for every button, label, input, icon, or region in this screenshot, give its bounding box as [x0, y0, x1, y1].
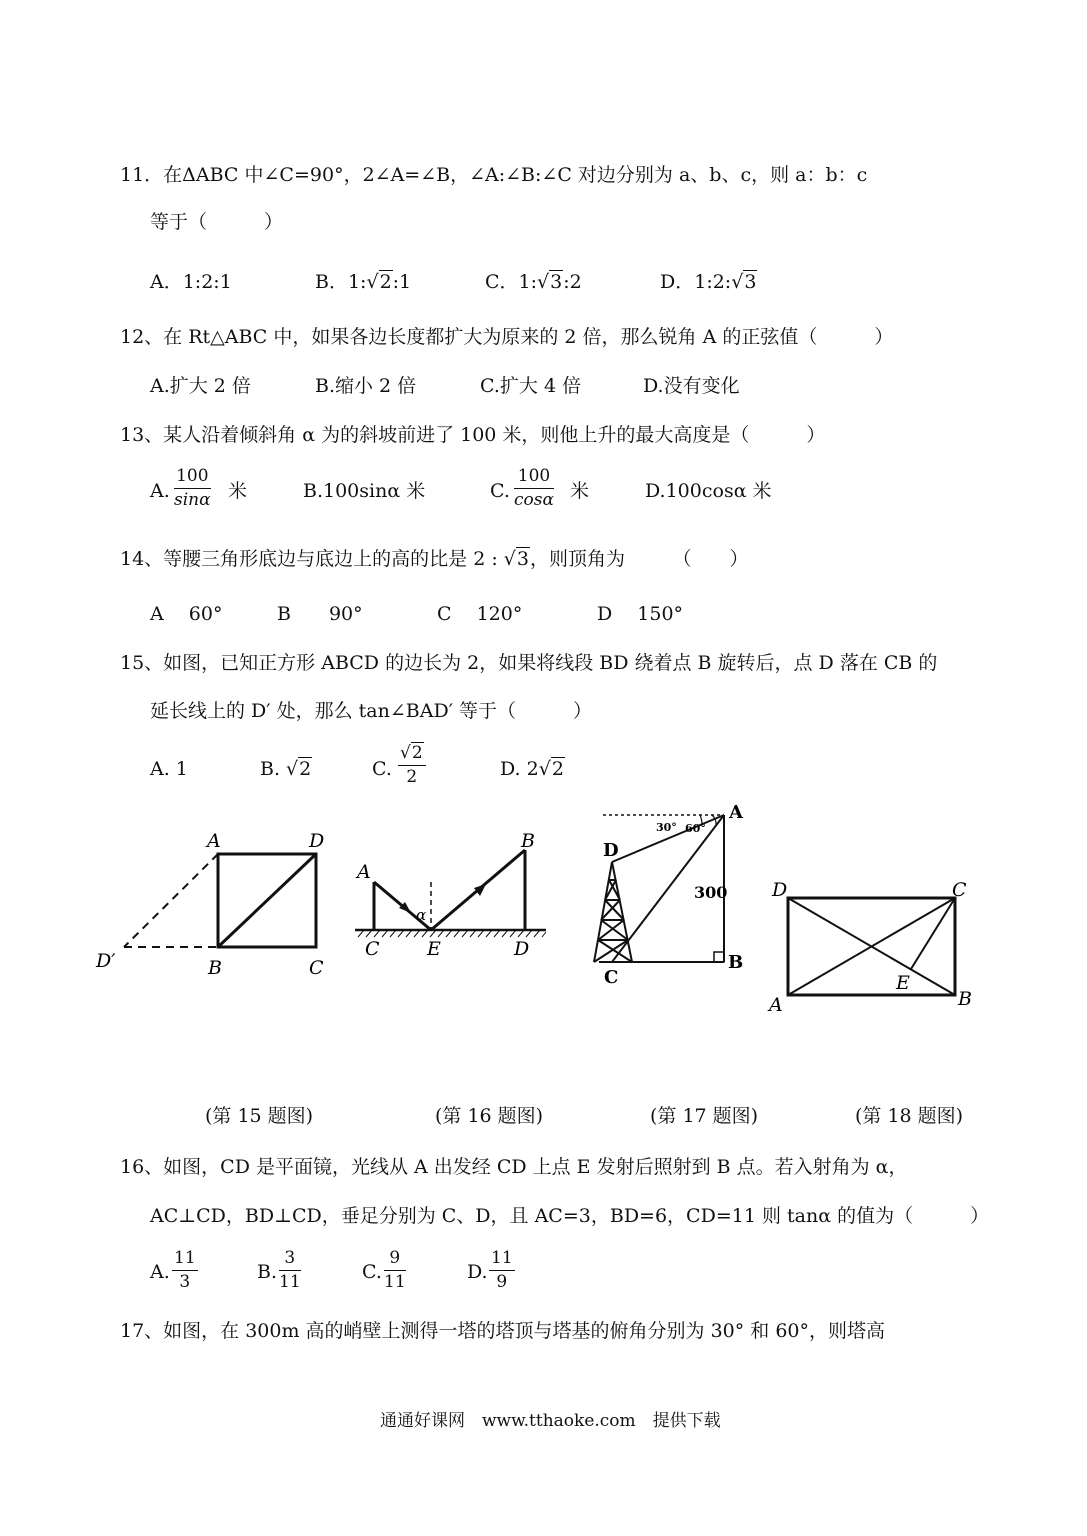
q14-option-b: B 90° — [277, 603, 363, 625]
fig15-label-b: B — [208, 957, 222, 979]
q15-option-a: A. 1 — [150, 758, 188, 780]
q15-option-b-radicand: 2 — [299, 758, 312, 780]
caption-fig15: (第 15 题图) — [205, 1105, 314, 1127]
fig16-label-e: E — [427, 938, 441, 960]
figure-17 — [594, 802, 744, 988]
fig17-label-height: 300 — [694, 883, 728, 902]
q16-option-c-prefix: C. — [362, 1261, 382, 1283]
fig15-label-a: A — [207, 830, 221, 852]
q13-option-a-unit: 米 — [228, 480, 248, 502]
caption-fig18: (第 18 题图) — [855, 1105, 964, 1127]
q12-stem: 12、在 Rt△ABC 中，如果各边长度都扩大为原来的 2 倍，那么锐角 A 的正弦值（ ） — [120, 326, 894, 348]
q16-stem-line2: AC⊥CD，BD⊥CD，垂足分别为 C、D，且 AC=3，BD=6，CD=11 则 tanα 的值为（ ） — [150, 1205, 990, 1227]
q15-c-denominator: 2 — [406, 767, 418, 787]
q16-option-d-fraction — [489, 1250, 515, 1291]
q14-stem-suffix: ，则顶角为 （ ） — [530, 548, 749, 570]
q15-c-numerator-radicand: 2 — [411, 743, 423, 763]
fig18-label-a: A — [769, 994, 783, 1016]
fig18-label-b: B — [958, 988, 972, 1010]
q11-option-c-suffix: :2 — [563, 271, 582, 293]
fig17-label-a: A — [729, 802, 743, 823]
fig17-label-d: D — [603, 840, 619, 861]
fig15-label-c: C — [309, 957, 324, 979]
figure-15 — [95, 830, 324, 979]
q15-stem-line2: 延长线上的 D′ 处，那么 tan∠BAD′ 等于（ ） — [150, 700, 593, 722]
q16-c-denominator: 11 — [384, 1272, 406, 1292]
q12-option-d: D.没有变化 — [643, 375, 740, 397]
fig15-label-dprime: D′ — [96, 950, 116, 972]
fig17-label-30deg: 30° — [656, 821, 677, 834]
q16-option-c-fraction — [384, 1250, 406, 1291]
fig16-label-b: B — [521, 830, 535, 852]
q16-option-b-fraction — [279, 1250, 301, 1291]
q16-option-b-prefix: B. — [257, 1261, 278, 1283]
q16-option-d-prefix: D. — [467, 1261, 488, 1283]
q15-option-d-prefix: D. 2 — [500, 758, 539, 780]
q11-option-d-radicand: 3 — [744, 271, 757, 293]
q17-stem-line1: 17、如图，在 300m 高的峭壁上测得一塔的塔顶与塔基的俯角分别为 30° 和 60°，则塔高 — [120, 1320, 886, 1342]
caption-fig17: (第 17 题图) — [650, 1105, 759, 1127]
q11-stem-line2: 等于（ ） — [150, 211, 284, 233]
fig15-dashed-ad — [124, 854, 218, 947]
q11-option-d-prefix: D．1:2: — [660, 271, 732, 293]
q16-option-a-prefix: A. — [150, 1261, 170, 1283]
fig16-label-alpha: α — [416, 906, 427, 924]
q12-option-a: A.扩大 2 倍 — [150, 375, 251, 397]
fig17-label-60deg: 60° — [685, 822, 706, 835]
q13-stem: 13、某人沿着倾斜角 α 为的斜坡前进了 100 米，则他上升的最大高度是（ ） — [120, 424, 826, 446]
q16-stem-line1: 16、如图，CD 是平面镜，光线从 A 出发经 CD 上点 E 发射后照射到 B 点。若入射角为 α， — [120, 1156, 908, 1178]
q15-option-c-prefix: C. — [372, 758, 392, 780]
q13-a-numerator: 100 — [174, 468, 211, 489]
fig15-label-d: D — [309, 830, 325, 852]
q13-a-denominator: sinα — [174, 490, 211, 510]
fig15-diagonal — [218, 854, 316, 947]
q13-option-a-prefix: A. — [150, 480, 170, 502]
q11-option-b-prefix: B．1: — [315, 271, 367, 293]
fig17-label-c: C — [604, 967, 619, 988]
q11-option-a: A．1:2:1 — [150, 271, 232, 293]
q14-option-c: C 120° — [437, 603, 523, 625]
q15-option-d: D. 2√2 — [500, 758, 564, 780]
figure-16 — [355, 830, 546, 960]
q13-option-d: D.100cosα 米 — [645, 480, 772, 502]
figure-18 — [767, 879, 972, 1016]
q11-option-b-suffix: :1 — [392, 271, 412, 293]
q11-option-d: D．1:2:√3 — [660, 271, 757, 293]
q11-option-b: B．1:√2:1 — [315, 271, 412, 293]
q16-d-numerator: 11 — [489, 1250, 515, 1271]
q16-option-a-fraction — [172, 1250, 198, 1291]
q12-option-b: B.缩小 2 倍 — [315, 375, 417, 397]
fig16-label-a: A — [357, 861, 371, 883]
fig17-right-angle — [714, 952, 724, 962]
q11-option-c: C．1:√3:2 — [485, 271, 582, 293]
q14-option-d: D 150° — [597, 603, 684, 625]
q11-option-c-radicand: 3 — [550, 271, 563, 293]
page-footer: 通通好课网 www.tthaoke.com 提供下载 — [380, 1411, 721, 1431]
q15-c-numerator: √2 — [398, 745, 426, 766]
q15-stem-line1: 15、如图，已知正方形 ABCD 的边长为 2，如果将线段 BD 绕着点 B 旋转后，点 D 落在 CB 的 — [120, 652, 938, 674]
q16-b-denominator: 11 — [279, 1272, 301, 1292]
q13-option-c-unit: 米 — [570, 480, 590, 502]
fig16-label-c: C — [365, 938, 380, 960]
q14-stem: 14、等腰三角形底边与底边上的高的比是 2 : √3，则顶角为 （ ） — [120, 548, 749, 570]
fig18-segment-ce — [911, 898, 955, 969]
fig17-label-b: B — [728, 952, 744, 973]
q11-option-c-prefix: C．1: — [485, 271, 538, 293]
q14-option-a: A 60° — [150, 603, 223, 625]
q16-c-numerator: 9 — [384, 1250, 406, 1271]
q16-d-denominator: 9 — [496, 1272, 508, 1292]
fig16-label-d: D — [514, 938, 530, 960]
caption-fig16: (第 16 题图) — [435, 1105, 544, 1127]
fig17-tower — [594, 862, 632, 962]
q13-option-c-prefix: C. — [490, 480, 510, 502]
q13-c-denominator: cosα — [514, 490, 554, 510]
q16-a-numerator: 11 — [172, 1250, 198, 1271]
fig18-label-d: D — [772, 879, 788, 901]
q12-option-c: C.扩大 4 倍 — [480, 375, 582, 397]
q16-b-numerator: 3 — [279, 1250, 301, 1271]
q14-stem-prefix: 14、等腰三角形底边与底边上的高的比是 2 : — [120, 548, 504, 570]
q11-option-b-radicand: 2 — [379, 271, 392, 293]
q15-option-d-radicand: 2 — [551, 758, 564, 780]
fig16-arrow-2 — [474, 884, 486, 896]
q15-option-b-prefix: B. — [260, 758, 287, 780]
q13-c-numerator: 100 — [514, 468, 554, 489]
q13-option-b: B.100sinα 米 — [303, 480, 426, 502]
q15-option-b: B. √2 — [260, 758, 312, 780]
q14-stem-radicand: 3 — [516, 548, 529, 570]
q16-a-denominator: 3 — [179, 1272, 191, 1292]
fig18-label-c: C — [952, 879, 967, 901]
q11-stem-line1: 11．在ΔABC 中∠C=90°，2∠A=∠B，∠A:∠B:∠C 对边分别为 a、b、c，则 a：b：c — [120, 164, 868, 186]
fig18-label-e: E — [896, 972, 910, 994]
